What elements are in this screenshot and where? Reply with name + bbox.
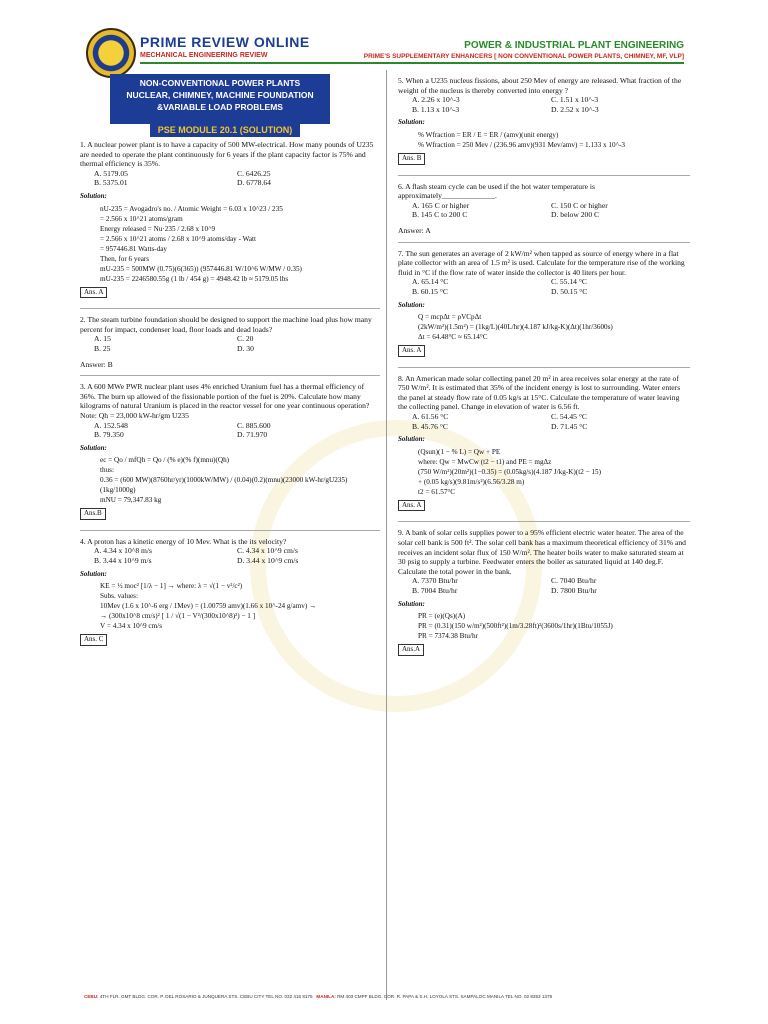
equation: (2kW/m²)(1.5m²) = (1kg/L)(40L/hr)(4.187 kJ/kg-K)(Δt)(1hr/3600s) xyxy=(418,323,613,332)
right-column xyxy=(398,76,690,664)
solution-label: Solution: xyxy=(80,443,107,452)
choices xyxy=(80,169,380,188)
choice-d: D. 71.970 xyxy=(237,430,268,440)
choice-b: B. 145 C to 200 C xyxy=(412,210,468,220)
answer-box: Ans. B xyxy=(398,153,425,165)
answer-box: Ans. C xyxy=(80,634,107,646)
footer-cebu-label: CEBU: xyxy=(84,994,99,999)
question-text: 8. An American made solar collecting panel 20 m² in area receives solar energy at the rate of 750 W/m². It is estimated that 35% of the incident energy is lost to surrounding. Water enters the panel at steady flow rate of 0.05 kg/s at 15°C. Calculate the temperature of water leaving the collecting panel. Change in elevation of water is 6.56 ft. xyxy=(398,373,681,412)
choices xyxy=(80,546,380,565)
choice-d: D. 3.44 x 10^9 cm/s xyxy=(237,556,299,566)
choice-b: B. 60.15 °C xyxy=(412,286,448,296)
equation: nU-235 = Avogadro's no. / Atomic Weight = 6.03 x 10^23 / 235 xyxy=(100,204,283,213)
topic-line-3: &VARIABLE LOAD PROBLEMS xyxy=(157,102,283,112)
question-text: 6. A flash steam cycle can be used if the hot water temperature is approximately______________. xyxy=(398,181,595,201)
question-text: 3. A 600 MWe PWR nuclear plant uses 4% enriched Uranium fuel has a thermal efficiency of 36%. The burn up allowed of the fissionable portion of the fuel is 20%. Calculate how many kilograms of natural Uranium is placed in the reactor vessel for one year continuous operation? Note: Qh = 23,000 kW-hr/gm U235 xyxy=(80,382,370,420)
question-text: 7. The sun generates an average of 2 kW/m² when tapped as source of energy where in a flat plate collector with an area of 1.5 m² is used. Calculate for the temperature rise of the working fluid in °C if the flow rate of water inside the collector is 40 liters per hour. xyxy=(398,248,685,277)
footer-cebu-address: 4TH FLR. GMT BLDG. COR. P. DEL ROSARIO & JUNQUERA STS. CEBU CITY TEL NO. 032 416 8175 xyxy=(99,994,313,999)
question-text: 9. A bank of solar cells supplies power to a 95% efficient electric water heater. The area of the solar cell bank is 500 ft². The solar cell bank has a maximum theoretical efficiency of 31% and receives an incident solar flux of 150 W/m². The heater boils water to make saturated steam at 30 psig to supply a turbine. Feedwater enters the boiler as saturated liquid at 140 deg.F. Calculate the total power in the bank. xyxy=(398,528,686,576)
choices xyxy=(398,576,690,595)
equation: PR = 7374.38 Btu/hr xyxy=(418,632,478,641)
choice-b: B. 25 xyxy=(94,343,111,353)
footer-manila-address: RM 403 CMPF BLDG. COR. R. PAPA & S.H. LOYOLA STS. SAMPALOC MANILA TEL NO. 02 8353 1379 xyxy=(337,994,553,999)
choice-d: D. 50.15 °C xyxy=(551,286,588,296)
equation: (Qsun)(1 − % L) = Qw + PE xyxy=(418,447,501,456)
solution-label: Solution: xyxy=(398,118,425,127)
choice-a: A. 2.26 x 10^-3 xyxy=(412,95,460,105)
choice-c: C. 7040 Btu/hr xyxy=(551,576,597,586)
equation: % Wfraction = 250 Mev / (236.96 amv)(931 Mev/amv) = 1.133 x 10^-3 xyxy=(418,140,625,149)
question-3 xyxy=(80,382,380,524)
header-divider xyxy=(140,62,684,64)
choice-d: D. below 200 C xyxy=(551,210,600,220)
separator xyxy=(398,521,690,522)
separator xyxy=(80,530,380,531)
topic-title xyxy=(110,74,330,124)
answer-box: Ans. A xyxy=(80,287,107,299)
equation: Subs. values: xyxy=(100,592,138,601)
choice-d: D. 71.45 °C xyxy=(551,421,588,431)
equation: Energy released = Nu·235 / 2.68 x 10^9 xyxy=(100,224,216,233)
course-title: POWER & INDUSTRIAL PLANT ENGINEERING xyxy=(464,40,684,51)
choice-a: A. 65.14 °C xyxy=(412,277,449,287)
answer-text: Answer: B xyxy=(80,359,113,369)
choice-c: C. 20 xyxy=(237,334,254,344)
brand-subtitle: MECHANICAL ENGINEERING REVIEW xyxy=(140,52,268,59)
question-4 xyxy=(80,537,380,650)
topic-line-2: NUCLEAR, CHIMNEY, MACHINE FOUNDATION xyxy=(126,90,314,100)
equation: = 957446.81 Watts-day xyxy=(100,244,168,253)
equation: V = 4.34 x 10^9 cm/s xyxy=(100,622,162,631)
equation: PR = (e)(Qs)(A) xyxy=(418,612,466,621)
choice-a: A. 15 xyxy=(94,334,111,344)
question-text: 2. The steam turbine foundation should be designed to support the machine load plus how many percent for impact, condenser load, floor loads and dead loads? xyxy=(80,315,372,334)
question-5 xyxy=(398,76,690,169)
answer-box: Ans.B xyxy=(80,508,106,520)
choice-a: A. 152.548 xyxy=(94,420,128,430)
solution-label: Solution: xyxy=(80,191,107,200)
choice-d: D. 7800 Btu/hr xyxy=(551,586,597,595)
equation: thus: xyxy=(100,466,114,475)
choice-c: C. 55.14 °C xyxy=(551,277,587,287)
choice-d: D. 2.52 x 10^-3 xyxy=(551,104,599,114)
equation: ec = Qo / mfQh = Qo / (% e)(% f)(mnu)(Qh) xyxy=(100,456,230,465)
equation: Then, for 6 years xyxy=(100,254,150,263)
choice-b: B. 3.44 x 10^9 m/s xyxy=(94,556,152,566)
choice-a: A. 4.34 x 10^8 m/s xyxy=(94,546,152,556)
choice-d: D. 30 xyxy=(237,343,254,353)
choice-d: D. 6778.64 xyxy=(237,178,271,188)
left-column xyxy=(80,140,380,654)
question-9 xyxy=(398,528,690,659)
choice-a: A. 7370 Btu/hr xyxy=(412,576,458,586)
answer-box: Ans. A xyxy=(398,500,425,512)
answer-text: Answer: A xyxy=(398,225,431,235)
separator xyxy=(398,367,690,368)
choices xyxy=(80,421,380,440)
course-subtitle: PRIME'S SUPPLEMENTARY ENHANCERS [ NON CONVENTIONAL POWER PLANTS, CHIMNEY, MF, VLP] xyxy=(363,53,684,60)
choices xyxy=(80,334,380,353)
choice-a: A. 165 C or higher xyxy=(412,200,470,210)
solution-label: Solution: xyxy=(80,569,107,578)
equation: Q = mcpΔt = ρVCpΔt xyxy=(418,313,482,322)
topic-line-1: NON-CONVENTIONAL POWER PLANTS xyxy=(139,78,301,88)
separator xyxy=(80,375,380,376)
equation: mNU = 79,347.83 kg xyxy=(100,496,162,505)
solution-label: Solution: xyxy=(398,435,425,444)
equation: 10Mev (1.6 x 10^-6 erg / 1Mev) = (1.00759 amv)(1.66 x 10^-24 g/amv) → xyxy=(100,602,317,611)
question-1 xyxy=(80,140,380,302)
answer-box: Ans.A xyxy=(398,644,424,656)
question-6 xyxy=(398,182,690,236)
choice-b: B. 79.350 xyxy=(94,430,124,440)
equation: + (0.05 kg/s)(9.81m/s²)(6.56/3.28 m) xyxy=(418,477,525,486)
separator xyxy=(80,308,380,309)
question-text: 4. A proton has a kinetic energy of 10 Mev. What is the its velocity? xyxy=(80,536,287,546)
choice-b: B. 45.76 °C xyxy=(412,421,448,431)
choice-c: C. 885.600 xyxy=(237,420,271,430)
equation: where: Qw = MwCw (t2 − t1) and PE = mgΔz xyxy=(418,457,552,466)
question-2 xyxy=(80,315,380,369)
equation: (750 W/m²)(20m²)(1−0.35) = (0.05kg/s)(4.187 J/kg-K)(t2 − 15) xyxy=(418,467,602,476)
choice-c: C. 6426.25 xyxy=(237,168,271,178)
page-footer xyxy=(84,994,684,999)
equation: % Wfraction = ER / E = ER / (amv)(unit energy) xyxy=(418,130,559,139)
equation: = 2.566 x 10^21 atoms / 2.68 x 10^9 atoms/day - Watt xyxy=(100,234,257,243)
choices xyxy=(398,201,690,220)
question-7 xyxy=(398,249,690,361)
choice-b: B. 7004 Btu/hr xyxy=(412,586,458,595)
equation: → (300x10^8 cm/s)² [ 1 / √(1 − V²/(300x10^8)²) − 1 ] xyxy=(100,612,256,621)
separator xyxy=(398,242,690,243)
module-label: PSE MODULE 20.1 (SOLUTION) xyxy=(150,124,300,137)
solution-label: Solution: xyxy=(398,599,425,608)
equation: mU-235 = 2246580.55g (1 lb / 454 g) = 4948.42 lb ≈ 5179.05 lbs xyxy=(100,274,289,283)
separator xyxy=(398,175,690,176)
choice-a: A. 61.56 °C xyxy=(412,412,449,422)
choice-c: C. 1.51 x 10^-3 xyxy=(551,95,599,105)
equation: KE = ½ moc² [1/λ − 1] → where: λ = √(1 − v²/c²) xyxy=(100,582,243,591)
equation: PR = (0.31)(150 w/m²)(500ft²)(1m/3.28ft)²(3600s/1hr)(1Btu/1055J) xyxy=(418,622,613,631)
school-logo-icon xyxy=(86,28,136,78)
equation: 0.36 = (600 MW)(8760hr/yr)(1000kW/MW) / (0.04)(0.2)(mnu)(23000 kW-hr/gU235) (1kg/1000g) xyxy=(100,476,348,495)
question-8 xyxy=(398,374,690,516)
choice-c: C. 150 C or higher xyxy=(551,200,608,210)
footer-manila-label: MANILA: xyxy=(316,994,336,999)
equation: Δt = 64.48°C ≈ 65.14°C xyxy=(418,333,488,342)
choices xyxy=(398,412,690,431)
equation: = 2.566 x 10^21 atoms/gram xyxy=(100,214,183,223)
equation: mU-235 = 500MW (0.75)(6(365)) (957446.81 W/10^6 W/MW / 0.35) xyxy=(100,264,302,273)
solution-label: Solution: xyxy=(398,300,425,309)
choice-c: C. 4.34 x 10^9 cm/s xyxy=(237,546,298,556)
choice-c: C. 54.45 °C xyxy=(551,412,587,422)
brand-title: PRIME REVIEW ONLINE xyxy=(140,34,310,50)
choice-b: B. 5375.01 xyxy=(94,178,128,188)
choice-a: A. 5179.05 xyxy=(94,168,128,178)
choice-b: B. 1.13 x 10^-3 xyxy=(412,104,460,114)
equation: t2 = 61.57°C xyxy=(418,487,456,496)
question-text: 5. When a U235 nucleus fissions, about 250 Mev of energy are released. What fraction of the weight of the nucleus is thereby converted into energy ? xyxy=(398,76,682,95)
choices xyxy=(398,277,690,296)
column-divider xyxy=(386,70,387,1000)
answer-box: Ans. A xyxy=(398,345,425,357)
choices xyxy=(398,95,690,114)
question-text: 1. A nuclear power plant is to have a capacity of 500 MW-electrical. How many pounds of U235 are needed to operate the plant continuously for 6 years if the plant capacity factor is 75% and thermal efficiency is 35%. xyxy=(80,140,374,169)
